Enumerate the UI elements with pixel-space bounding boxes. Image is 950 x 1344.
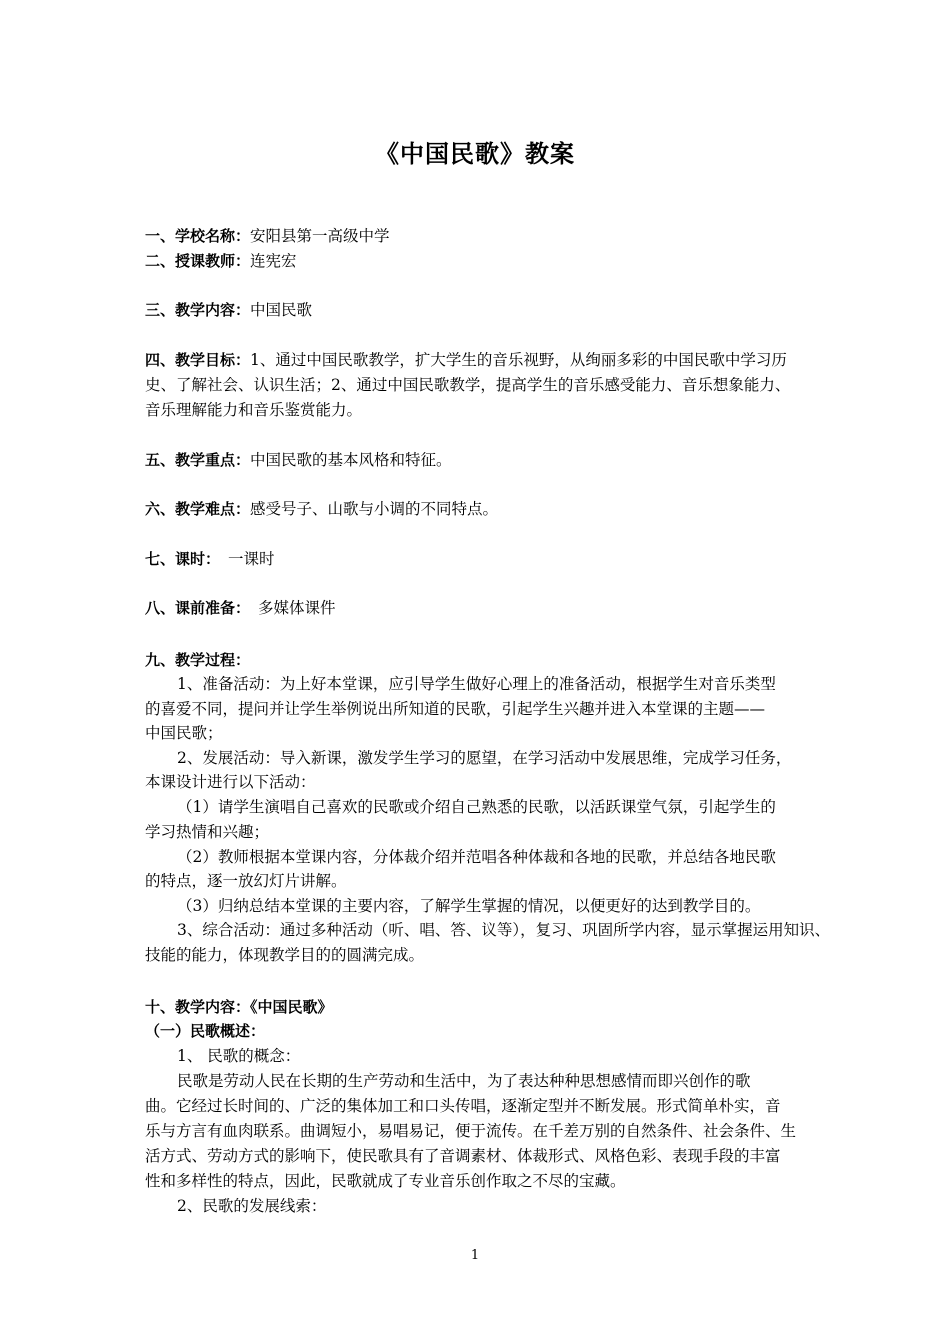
period-label: 七、课时：: [145, 550, 221, 568]
school-label: 一、学校名称：: [145, 227, 251, 245]
section-10-label: 十、教学内容：《中国民歌》: [145, 998, 333, 1016]
process-label: 九、教学过程：: [145, 651, 251, 669]
content-line-7: 2、民歌的发展线索：: [177, 1197, 327, 1215]
period-value: 一课时: [228, 550, 275, 568]
content-value: 中国民歌: [250, 301, 313, 319]
process-line-9: 的特点，逐一放幻灯片讲解。: [145, 872, 347, 890]
page-number: 1: [470, 1248, 480, 1263]
content-line: [145, 298, 815, 323]
process-line-4: 2、发展活动：导入新课，激发学生学习的愿望，在学习活动中发展思维，完成学习任务，: [177, 749, 792, 767]
section-10-sub: （一）民歌概述：: [145, 1022, 266, 1040]
content-line-5: 活方式、劳动方式的影响下，使民歌具有了音调素材、体裁形式、风格色彩、表现手段的丰富: [145, 1147, 781, 1165]
goals-line-1: [145, 348, 815, 373]
period-line: [145, 547, 815, 572]
goals-line-3: 音乐理解能力和音乐鉴赏能力。: [145, 401, 363, 419]
difficulty-label: 六、教学难点：: [145, 500, 251, 518]
prep-label: 八、课前准备：: [145, 599, 251, 617]
process-line-8: （2）教师根据本堂课内容，分体裁介绍并范唱各种体裁和各地的民歌，并总结各地民歌: [177, 848, 776, 866]
goals-label: 四、教学目标：: [145, 351, 251, 369]
teacher-value: 连宪宏: [250, 252, 297, 270]
document-title: 《中国民歌》教案: [375, 140, 575, 168]
prep-line: [145, 596, 815, 621]
process-line-1: 1、准备活动：为上好本堂课，应引导学生做好心理上的准备活动，根据学生对音乐类型: [177, 675, 776, 693]
difficulty-line: [145, 497, 815, 522]
prep-value: 多媒体课件: [258, 599, 336, 617]
goals-line-2: 史、了解社会、认识生活；2、通过中国民歌教学，提高学生的音乐感受能力、音乐想象能力、: [145, 376, 791, 394]
focus-value: 中国民歌的基本风格和特征。: [250, 451, 452, 469]
process-line-3: 中国民歌；: [145, 724, 223, 742]
process-line-10: （3）归纳总结本堂课的主要内容，了解学生掌握的情况，以便更好的达到教学目的。: [177, 897, 761, 915]
content-line-3: 曲。它经过长时间的、广泛的集体加工和口头传唱，逐渐定型并不断发展。形式简单朴实，音: [145, 1097, 781, 1115]
goals-text: 1、通过中国民歌教学，扩大学生的音乐视野，从绚丽多彩的中国民歌中学习历: [250, 351, 787, 369]
focus-label: 五、教学重点：: [145, 451, 251, 469]
process-line-6: （1）请学生演唱自己喜欢的民歌或介绍自己熟悉的民歌，以活跃课堂气氛，引起学生的: [177, 798, 776, 816]
process-line-2: 的喜爱不同，提问并让学生举例说出所知道的民歌，引起学生兴趣并进入本堂课的主题——: [145, 700, 766, 718]
school-line: [145, 224, 815, 249]
teacher-line: [145, 249, 815, 274]
content-label: 三、教学内容：: [145, 301, 251, 319]
focus-line: [145, 448, 815, 473]
process-line-12: 技能的能力，体现教学目的的圆满完成。: [145, 946, 425, 964]
process-line-11: 3、综合活动：通过多种活动（听、唱、答、议等），复习、巩固所学内容，显示掌握运用知识、: [177, 921, 831, 939]
content-line-6: 性和多样性的特点，因此，民歌就成了专业音乐创作取之不尽的宝藏。: [145, 1172, 626, 1190]
difficulty-value: 感受号子、山歌与小调的不同特点。: [250, 500, 499, 518]
school-value: 安阳县第一高级中学: [250, 227, 390, 245]
content-line-1: 1、 民歌的概念：: [177, 1047, 301, 1065]
process-line-7: 学习热情和兴趣；: [145, 823, 270, 841]
content-line-2: 民歌是劳动人民在长期的生产劳动和生活中，为了表达种种思想感情而即兴创作的歌: [177, 1072, 751, 1090]
content-line-4: 乐与方言有血肉联系。曲调短小，易唱易记，便于流传。在千差万别的自然条件、社会条件、生: [145, 1122, 797, 1140]
teacher-label: 二、授课教师：: [145, 252, 251, 270]
process-line-5: 本课设计进行以下活动：: [145, 773, 316, 791]
